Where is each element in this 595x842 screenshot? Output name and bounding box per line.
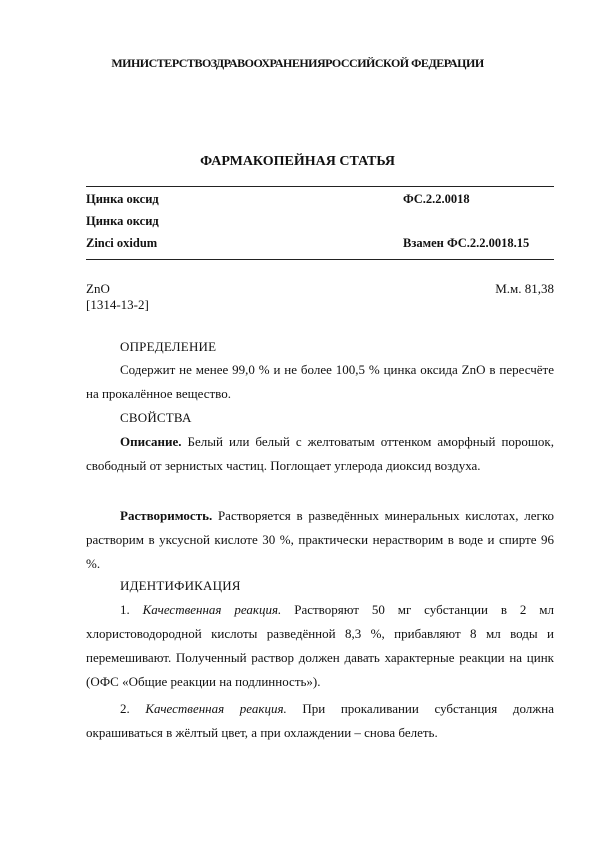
cas-number: [1314-13-2] [86, 297, 149, 312]
header-row-3 [86, 236, 554, 252]
formula-line [86, 281, 554, 298]
monograph-replaces: Взамен ФС.2.2.0018.15 [403, 236, 530, 250]
solubility-label: Растворимость. [120, 508, 213, 523]
description-text: Белый или белый с желтоватым оттенком аморфный порошок, свободный от зернистых частиц. Поглощает углерода диоксид воздуха. [86, 434, 554, 473]
test-2-number: 2. [120, 701, 146, 716]
test-1-text: Растворяют 50 мг субстанции в 2 мл хлористоводородной кислоты разведённой 8,3 %, прибавляют 8 мл воды и перемешивают. Полученный раствор должен давать характерные реакции на цинк (ОФС «Общие реакции на подлинность»). [86, 602, 554, 689]
molar-mass: М.м. 81,38 [495, 281, 554, 296]
identification-test-1 [86, 598, 554, 694]
heading-properties: СВОЙСТВА [120, 410, 192, 425]
header-row-1 [86, 192, 554, 208]
cas-line [86, 297, 554, 314]
definition-text: Содержит не менее 99,0 % и не более 100,5 % цинка оксида ZnO в пересчёте на прокалённое вещество. [86, 362, 554, 401]
description-paragraph [86, 430, 554, 478]
test-1-number: 1. [120, 602, 143, 617]
ministry-header: МИНИСТЕРСТВОЗДРАВООХРАНЕНИЯРОССИЙСКОЙ ФЕДЕРАЦИИ [111, 56, 484, 70]
test-1-label: Качественная реакция. [142, 602, 282, 617]
monograph-code: ФС.2.2.0018 [403, 192, 470, 206]
monograph-name-ru-2: Цинка оксид [86, 214, 159, 228]
solubility-paragraph [86, 504, 554, 576]
top-rule [86, 186, 554, 187]
test-2-label: Качественная реакция. [145, 701, 287, 716]
bottom-rule [86, 259, 554, 260]
description-label: Описание. [120, 434, 182, 449]
monograph-name-lat: Zinci oxidum [86, 236, 158, 250]
identification-test-2 [86, 697, 554, 745]
article-title: ФАРМАКОПЕЙНАЯ СТАТЬЯ [200, 154, 395, 169]
monograph-name-ru: Цинка оксид [86, 192, 159, 206]
heading-definition: ОПРЕДЕЛЕНИЕ [120, 339, 217, 354]
chemical-formula: ZnO [86, 281, 110, 296]
header-row-2 [86, 214, 554, 230]
solubility-text: Растворяется в разведённых минеральных кислотах, легко растворим в уксусной кислоте 30 %, практически нерастворим в воде и спирте 96 %. [86, 508, 554, 571]
heading-identification: ИДЕНТИФИКАЦИЯ [120, 578, 241, 593]
test-2-text: При прокаливании субстанция должна окрашиваться в жёлтый цвет, а при охлаждении – снова белеть. [86, 701, 554, 740]
